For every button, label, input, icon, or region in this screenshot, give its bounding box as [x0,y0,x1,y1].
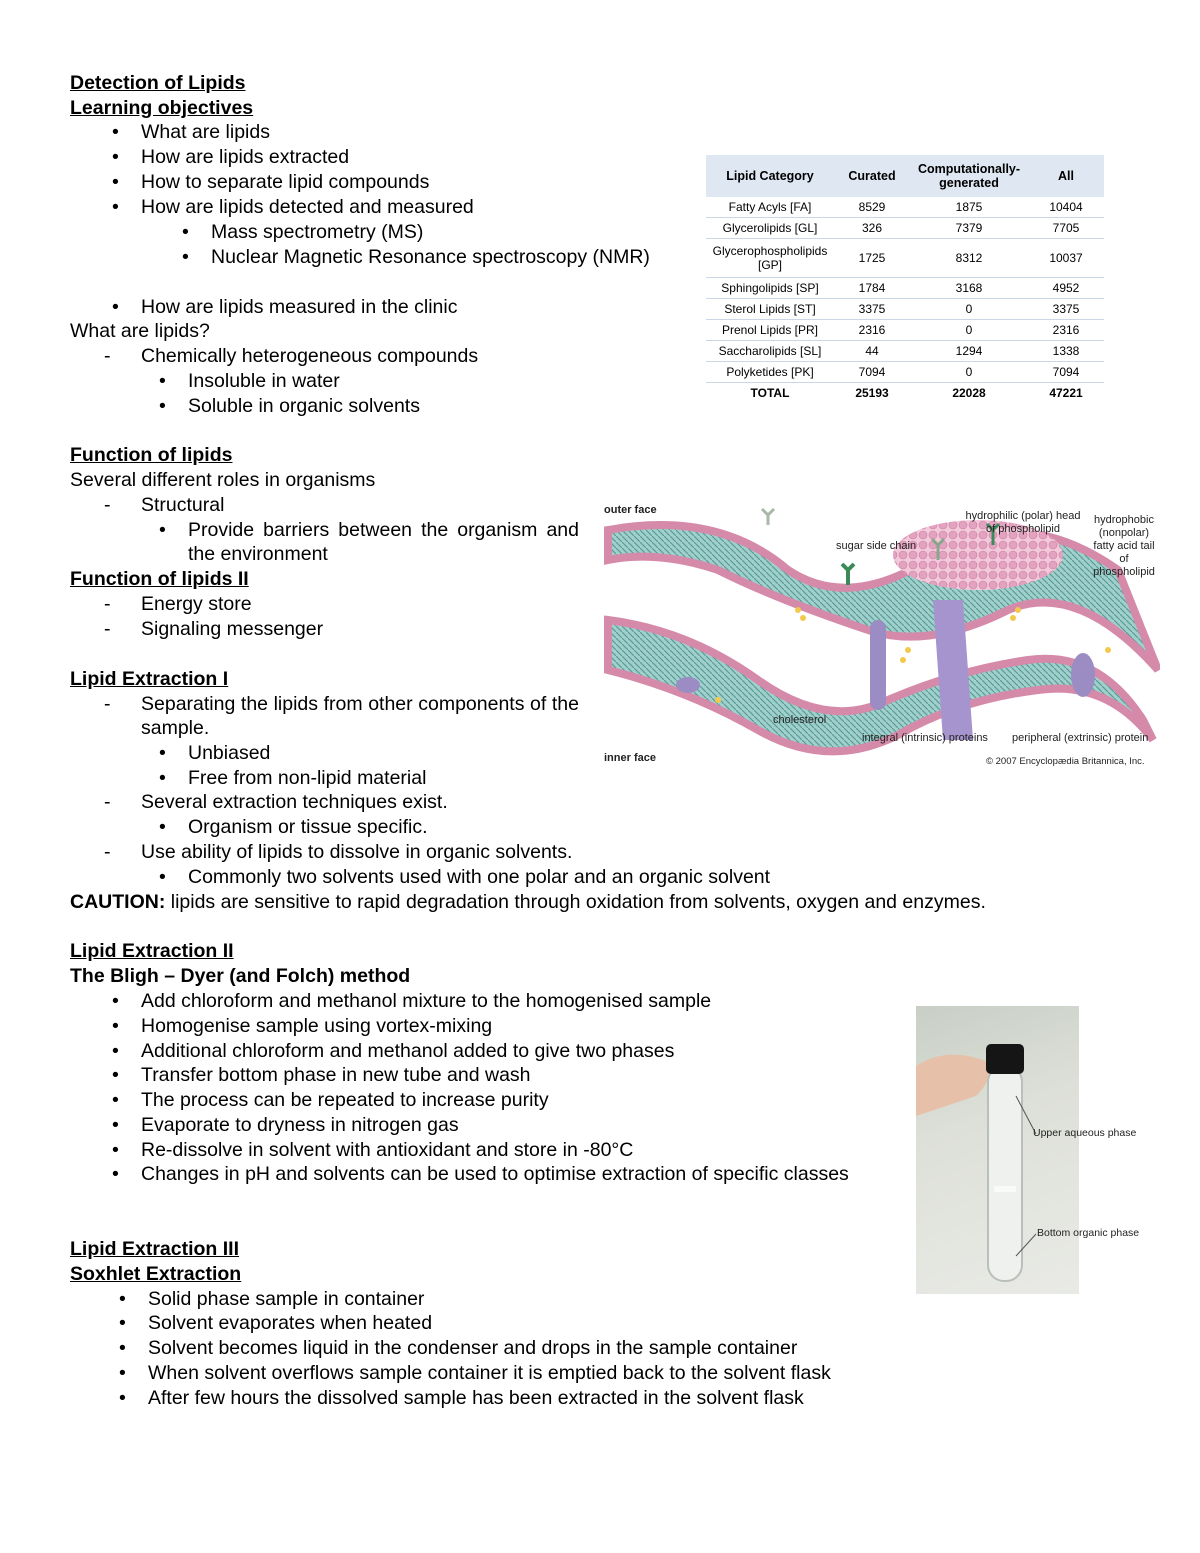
extraction2-item: • Changes in pH and solvents can be used to optimise extraction of specific classes [141,1162,890,1186]
table-cell: 44 [834,341,910,362]
extraction2-item: • Additional chloroform and methanol added to give two phases [141,1039,674,1063]
table-cell: Saccharolipids [SL] [706,341,834,362]
extraction3-item: • Solid phase sample in container [148,1287,424,1311]
doc-title: Detection of Lipids [70,72,246,94]
extraction2-item: • The process can be repeated to increase purity [141,1088,549,1112]
extraction2-heading: Lipid Extraction II [70,940,234,962]
tube-cap [986,1044,1024,1074]
table-row [706,299,1104,320]
objective-item: • How to separate lipid compounds [141,170,429,194]
extraction3-heading: Lipid Extraction III [70,1238,240,1260]
table-cell: 4952 [1028,278,1104,299]
table-cell: 3168 [910,278,1028,299]
table-cell: 7705 [1028,218,1104,239]
extraction1-item: • Unbiased [188,741,270,765]
peripheral-protein [676,677,700,693]
table-cell: Glycerophospholipids [GP] [706,239,834,278]
caution-label: CAUTION: [70,891,166,913]
what-dash: - Chemically heterogeneous compounds [141,344,478,368]
function-heading: Function of lipids [70,444,233,466]
table-row [706,239,1104,278]
header-curated: Curated [834,155,910,197]
table-cell: 2316 [834,320,910,341]
table-cell: 326 [834,218,910,239]
hand [916,1055,989,1116]
table-cell: 7094 [1028,362,1104,383]
table-cell: 1725 [834,239,910,278]
table-cell: 1294 [910,341,1028,362]
integral-protein [870,620,886,710]
copyright-label: © 2007 Encyclopædia Britannica, Inc. [986,756,1145,767]
sugar-chain [842,564,854,585]
membrane-figure [598,500,1160,775]
table-cell: Glycerolipids [GL] [706,218,834,239]
objectives-heading: Learning objectives [70,97,254,119]
extraction3-item: • Solvent becomes liquid in the condenser and drops in the sample container [148,1336,797,1360]
table-cell: Fatty Acyls [FA] [706,197,834,218]
caution-text: lipids are sensitive to rapid degradation through oxidation from solvents, oxygen and enzymes. [165,891,986,913]
table-cell: 25193 [855,386,889,400]
upper-phase-label: Upper aqueous phase [1033,1127,1137,1139]
extraction2-subheading: The Bligh – Dyer (and Folch) method [70,965,411,987]
integral-protein-label: integral (intrinsic) proteins [862,732,988,744]
objective-item: • What are lipids [141,120,270,144]
what-heading: What are lipids? [70,320,210,342]
function2-dash: - Energy store [141,592,252,616]
table-row [706,320,1104,341]
table-cell: TOTAL [750,386,790,400]
bottom-phase-label: Bottom organic phase [1037,1227,1140,1239]
table-row [706,341,1104,362]
extraction1-heading: Lipid Extraction I [70,668,229,690]
table-cell: 3375 [834,299,910,320]
extraction1-item: • Organism or tissue specific. [188,815,428,839]
table-cell: 0 [910,362,1028,383]
peripheral-protein [1071,653,1095,697]
header-computational: Computationally-generated [910,155,1028,197]
extraction2-item: • Add chloroform and methanol mixture to the homogenised sample [141,989,711,1013]
caution-line [70,890,986,914]
tube-illustration [916,1006,1079,1294]
table-cell: 10037 [1028,239,1104,278]
objective-item: • How are lipids measured in the clinic [141,295,457,319]
what-item: • Insoluble in water [188,369,340,393]
table-cell: Sphingolipids [SP] [706,278,834,299]
table-cell: 8312 [910,239,1028,278]
table-cell: 1338 [1028,341,1104,362]
table-row [706,218,1104,239]
objective-item: • How are lipids extracted [141,145,349,169]
lipid-category-table [706,155,1104,403]
table-cell: 0 [910,299,1028,320]
cholesterol-label: cholesterol [773,714,827,726]
table-cell: 47221 [1049,386,1083,400]
extraction1-dash: - Several extraction techniques exist. [141,790,448,814]
extraction2-item: • Transfer bottom phase in new tube and wash [141,1063,531,1087]
extraction1-dash: - Use ability of lipids to dissolve in organic solvents. [141,840,572,864]
hydrophobic-label: hydrophobic (nonpolar) fatty acid tail of phospholipid [1093,514,1155,578]
extraction1-item: • Free from non-lipid material [188,766,426,790]
inner-face-label: inner face [604,752,656,764]
table-row [706,362,1104,383]
outer-face-label: outer face [604,504,657,516]
table-row [706,197,1104,218]
table-cell: 0 [910,320,1028,341]
function2-dash: - Signaling messenger [141,617,323,641]
sugar-chain-label: sugar side chain [836,540,917,552]
function-intro: Several different roles in organisms [70,469,376,491]
function2-heading: Function of lipids II [70,568,249,590]
extraction1-item: • Commonly two solvents used with one polar and an organic solvent [188,865,770,889]
header-category: Lipid Category [706,155,834,197]
extraction2-item: • Homogenise sample using vortex-mixing [141,1014,492,1038]
table-cell: 22028 [952,386,986,400]
what-item: • Soluble in organic solvents [188,394,420,418]
table-cell: Polyketides [PK] [706,362,834,383]
hydrophilic-label: hydrophilic (polar) head of phospholipid [965,510,1081,535]
extraction2-item: • Re-dissolve in solvent with antioxidant and store in -80°C [141,1138,633,1162]
objective-item: • How are lipids detected and measured [141,195,474,219]
table-row [706,278,1104,299]
table-cell: 3375 [1028,299,1104,320]
table-cell: 1784 [834,278,910,299]
extraction2-item: • Evaporate to dryness in nitrogen gas [141,1113,459,1137]
extraction3-subheading: Soxhlet Extraction [70,1263,242,1285]
sugar-chain [762,509,774,525]
table-cell: Sterol Lipids [ST] [706,299,834,320]
objective-sub-item: • Mass spectrometry (MS) [211,220,423,244]
table-cell: 8529 [834,197,910,218]
function-dash: - Structural [141,493,224,517]
table-cell: 2316 [1028,320,1104,341]
table-cell: 7094 [834,362,910,383]
table-cell: 7379 [910,218,1028,239]
peripheral-protein-label: peripheral (extrinsic) protein [1012,732,1149,744]
tube-photo [916,1006,1079,1294]
extraction3-item: • Solvent evaporates when heated [148,1311,432,1335]
extraction1-dash: - Separating the lipids from other components of the sample. [141,692,579,740]
table-header-row [706,155,1104,197]
function-item: • Provide barriers between the organism and the environment [188,518,579,566]
table-total-row [706,383,1104,404]
header-all: All [1028,155,1104,197]
extraction3-item: • After few hours the dissolved sample has been extracted in the solvent flask [148,1386,804,1410]
objective-sub-item: • Nuclear Magnetic Resonance spectroscopy (NMR) [211,245,687,269]
extraction3-item: • When solvent overflows sample container it is emptied back to the solvent flask [148,1361,831,1385]
table-cell: 1875 [910,197,1028,218]
table-cell: Prenol Lipids [PR] [706,320,834,341]
table-cell: 10404 [1028,197,1104,218]
